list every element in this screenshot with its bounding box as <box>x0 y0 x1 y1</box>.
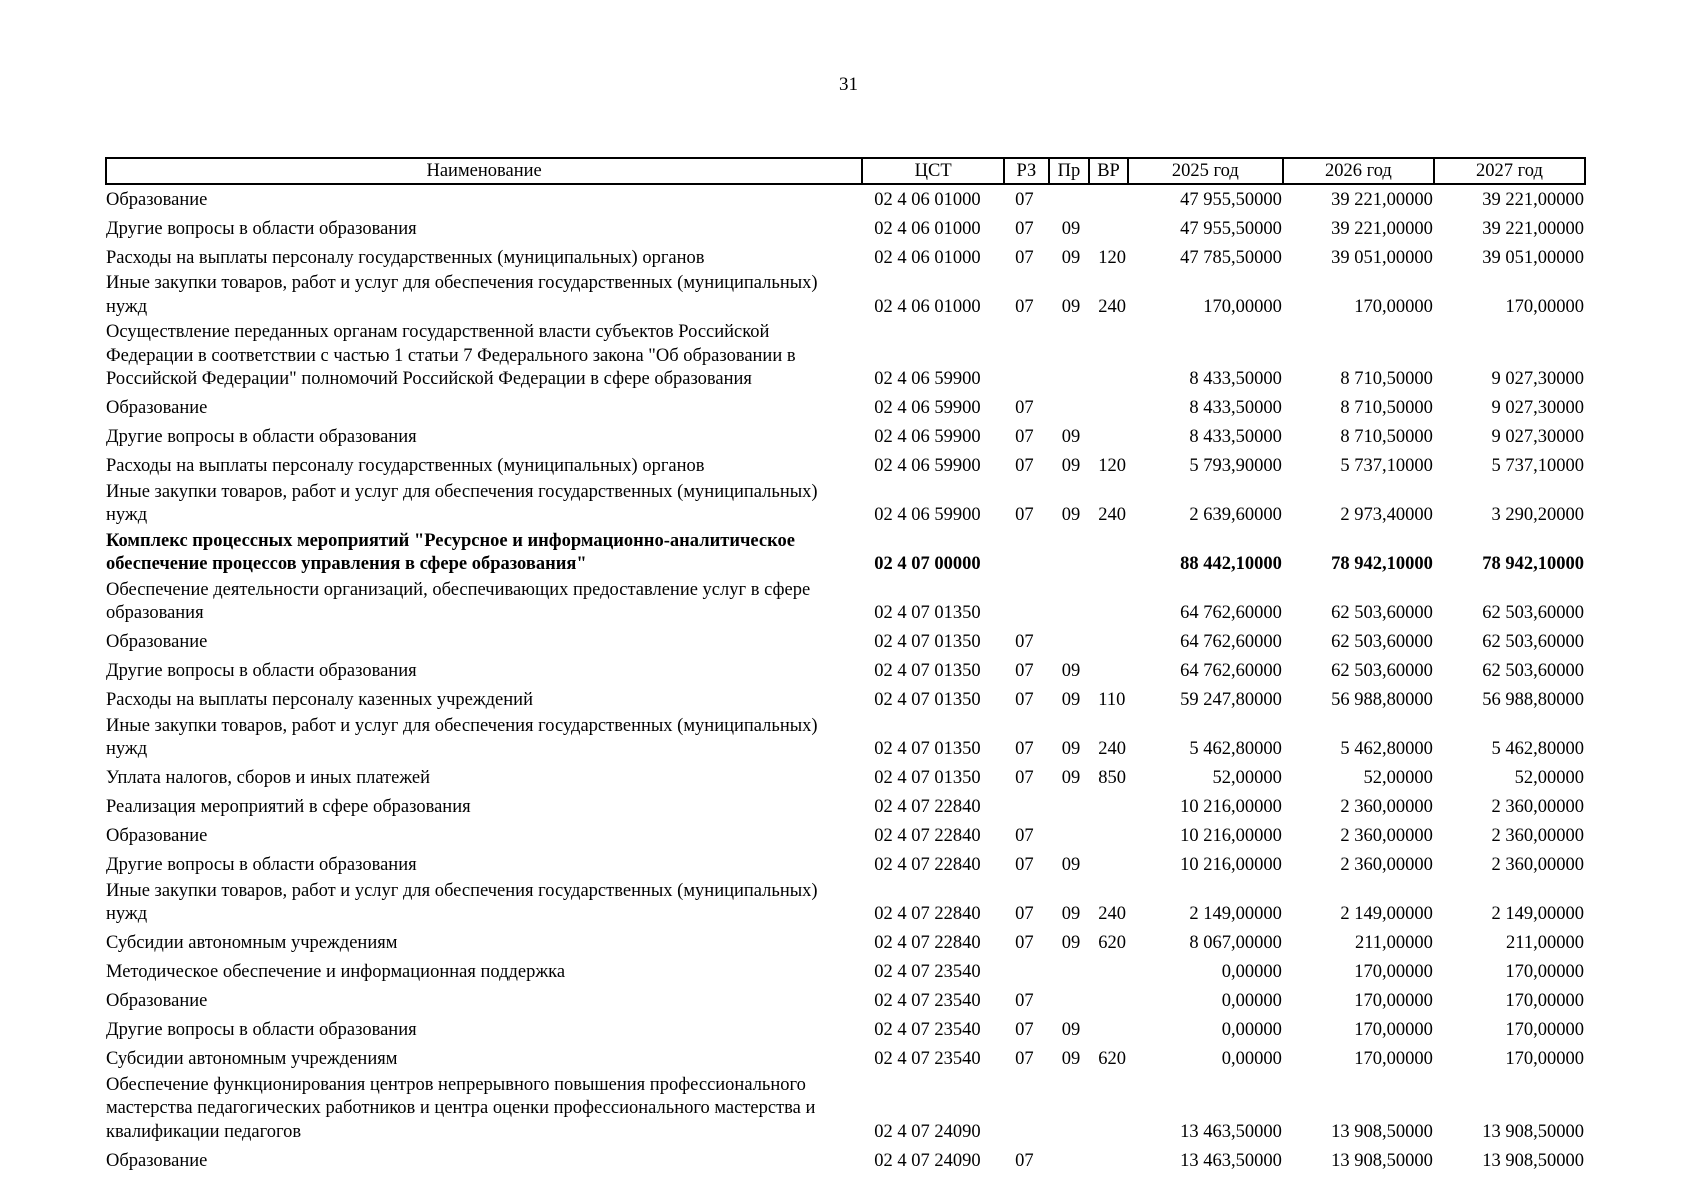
row-cst: 02 4 06 59900 <box>874 505 981 525</box>
row-name: Образование <box>106 1150 208 1171</box>
table-row <box>106 657 1585 686</box>
header-2026: 2026 год <box>1283 158 1434 184</box>
row-cst: 02 4 07 24090 <box>874 1150 981 1171</box>
row-rz: 07 <box>1015 218 1034 239</box>
row-value-2025: 13 463,50000 <box>1180 1121 1282 1142</box>
row-name: Обеспечение функционирования центров непрерывного повышения профессионального мастерства педагогических работников и центра оценки профессионального мастерства и квалификации педагогов <box>106 1074 816 1142</box>
row-cst: 02 4 07 24090 <box>874 1121 981 1142</box>
row-pr <box>1049 822 1090 851</box>
row-value-2025: 8 067,00000 <box>1189 933 1282 953</box>
row-value-2027: 9 027,30000 <box>1491 369 1584 389</box>
row-value-2027: 170,00000 <box>1505 296 1584 317</box>
row-name: Субсидии автономным учреждениям <box>106 933 398 953</box>
row-rz <box>1004 530 1049 579</box>
row-value-2026: 2 360,00000 <box>1340 855 1433 875</box>
row-value-2027: 2 149,00000 <box>1491 904 1584 924</box>
row-vr: 110 <box>1098 690 1126 710</box>
row-cst: 02 4 06 59900 <box>874 456 981 476</box>
table-row <box>106 880 1585 929</box>
table-row <box>106 1146 1585 1175</box>
row-value-2026: 170,00000 <box>1354 991 1433 1011</box>
row-cst: 02 4 07 23540 <box>874 962 981 982</box>
row-vr <box>1089 214 1128 243</box>
row-name: Расходы на выплаты персоналу государственных (муниципальных) органов <box>106 247 705 268</box>
table-row <box>106 929 1585 958</box>
row-value-2026: 39 221,00000 <box>1331 218 1433 239</box>
row-value-2025: 2 639,60000 <box>1189 505 1282 525</box>
row-value-2025: 10 216,00000 <box>1180 826 1282 846</box>
row-vr: 240 <box>1098 505 1127 525</box>
row-name: Образование <box>106 398 208 418</box>
row-value-2027: 62 503,60000 <box>1482 632 1584 652</box>
header-rz: РЗ <box>1004 158 1049 184</box>
row-pr <box>1049 958 1090 987</box>
row-value-2025: 64 762,60000 <box>1180 603 1282 623</box>
row-rz <box>1004 579 1049 628</box>
row-cst: 02 4 07 23540 <box>874 991 981 1011</box>
row-rz: 07 <box>1015 189 1034 210</box>
row-rz: 07 <box>1015 991 1034 1011</box>
row-name: Уплата налогов, сборов и иных платежей <box>106 768 431 788</box>
row-vr <box>1089 822 1128 851</box>
row-rz: 07 <box>1015 855 1034 875</box>
row-pr: 09 <box>1061 1049 1081 1069</box>
row-value-2025: 13 463,50000 <box>1180 1150 1282 1171</box>
table-row <box>106 452 1585 481</box>
row-cst: 02 4 07 01350 <box>874 739 981 759</box>
row-pr: 09 <box>1061 768 1081 788</box>
row-pr <box>1049 987 1090 1016</box>
row-vr: 120 <box>1098 247 1127 268</box>
row-name: Другие вопросы в области образования <box>106 1020 417 1040</box>
row-cst: 02 4 07 00000 <box>874 554 981 574</box>
row-value-2025: 47 955,50000 <box>1180 218 1282 239</box>
row-pr: 09 <box>1061 296 1081 317</box>
row-pr: 09 <box>1061 505 1081 525</box>
row-value-2027: 9 027,30000 <box>1491 398 1584 418</box>
row-value-2027: 62 503,60000 <box>1482 603 1584 623</box>
row-name: Другие вопросы в области образования <box>106 855 417 875</box>
row-vr <box>1089 184 1128 214</box>
row-cst: 02 4 06 01000 <box>874 296 981 317</box>
row-vr <box>1089 628 1128 657</box>
row-rz: 07 <box>1015 505 1034 525</box>
row-value-2027: 39 221,00000 <box>1482 189 1584 210</box>
row-name: Субсидии автономным учреждениям <box>106 1049 398 1069</box>
row-value-2026: 62 503,60000 <box>1331 632 1433 652</box>
row-rz: 07 <box>1015 826 1034 846</box>
row-value-2025: 2 149,00000 <box>1189 904 1282 924</box>
table-row <box>106 184 1585 214</box>
table-row <box>106 958 1585 987</box>
row-name: Осуществление переданных органам государственной власти субъектов Российской Федерации в соответствии с частью 1 статьи 7 Федерального закона "Об образовании в Российской Федерации" полномочий Российской Федерации в сфере образования <box>106 322 796 389</box>
row-pr <box>1049 394 1090 423</box>
row-value-2025: 8 433,50000 <box>1189 427 1282 447</box>
row-value-2026: 8 710,50000 <box>1340 398 1433 418</box>
row-value-2025: 8 433,50000 <box>1189 398 1282 418</box>
row-value-2025: 88 442,10000 <box>1180 554 1282 574</box>
row-pr <box>1049 793 1090 822</box>
row-name: Другие вопросы в области образования <box>106 427 417 447</box>
row-value-2026: 211,00000 <box>1354 933 1433 953</box>
row-name: Расходы на выплаты персоналу государственных (муниципальных) органов <box>106 456 705 476</box>
row-vr: 120 <box>1098 456 1127 476</box>
row-cst: 02 4 07 01350 <box>874 690 981 710</box>
header-2025: 2025 год <box>1128 158 1283 184</box>
row-rz: 07 <box>1015 1020 1034 1040</box>
row-value-2027: 13 908,50000 <box>1482 1150 1584 1171</box>
row-cst: 02 4 07 23540 <box>874 1020 981 1040</box>
row-rz: 07 <box>1015 1150 1034 1171</box>
row-value-2027: 9 027,30000 <box>1491 427 1584 447</box>
row-value-2027: 62 503,60000 <box>1482 661 1584 681</box>
row-value-2026: 56 988,80000 <box>1331 690 1433 710</box>
row-value-2025: 52,00000 <box>1212 768 1282 788</box>
row-name: Иные закупки товаров, работ и услуг для обеспечения государственных (муниципальных) нужд <box>106 880 818 924</box>
row-pr: 09 <box>1061 427 1081 447</box>
row-value-2025: 0,00000 <box>1221 1020 1282 1040</box>
table-row <box>106 628 1585 657</box>
row-rz <box>1004 958 1049 987</box>
row-vr <box>1089 987 1128 1016</box>
budget-table <box>105 157 1586 1175</box>
row-vr: 240 <box>1098 739 1127 759</box>
row-pr: 09 <box>1061 690 1081 710</box>
row-value-2025: 64 762,60000 <box>1180 661 1282 681</box>
row-value-2026: 170,00000 <box>1354 962 1433 982</box>
row-vr <box>1089 423 1128 452</box>
row-value-2027: 13 908,50000 <box>1482 1121 1584 1142</box>
row-value-2025: 47 785,50000 <box>1180 247 1282 268</box>
row-pr: 09 <box>1061 661 1081 681</box>
row-rz <box>1004 321 1049 394</box>
row-cst: 02 4 07 22840 <box>874 855 981 875</box>
row-pr: 09 <box>1061 933 1081 953</box>
row-value-2026: 5 462,80000 <box>1340 739 1433 759</box>
table-row <box>106 243 1585 272</box>
table-row <box>106 1045 1585 1074</box>
row-vr: 240 <box>1098 904 1127 924</box>
row-value-2025: 0,00000 <box>1221 1049 1282 1069</box>
row-rz: 07 <box>1015 296 1034 317</box>
table-row <box>106 686 1585 715</box>
row-pr: 09 <box>1061 456 1081 476</box>
row-value-2027: 170,00000 <box>1505 1020 1584 1040</box>
row-value-2027: 39 051,00000 <box>1482 247 1584 268</box>
row-name: Другие вопросы в области образования <box>106 661 417 681</box>
row-value-2026: 8 710,50000 <box>1340 427 1433 447</box>
row-name: Образование <box>106 189 208 210</box>
table-row <box>106 1074 1585 1147</box>
row-value-2026: 78 942,10000 <box>1331 554 1433 574</box>
row-value-2025: 5 462,80000 <box>1189 739 1282 759</box>
row-value-2025: 8 433,50000 <box>1189 369 1282 389</box>
row-value-2027: 170,00000 <box>1505 1049 1584 1069</box>
table-body <box>106 184 1585 1175</box>
table-row <box>106 481 1585 530</box>
row-rz: 07 <box>1015 904 1034 924</box>
table-row <box>106 394 1585 423</box>
row-value-2026: 62 503,60000 <box>1331 603 1433 623</box>
row-rz <box>1004 793 1049 822</box>
row-rz: 07 <box>1015 661 1034 681</box>
row-value-2026: 13 908,50000 <box>1331 1121 1433 1142</box>
row-rz: 07 <box>1015 427 1034 447</box>
row-cst: 02 4 07 22840 <box>874 826 981 846</box>
table-row <box>106 530 1585 579</box>
row-value-2027: 56 988,80000 <box>1482 690 1584 710</box>
table-row <box>106 851 1585 880</box>
row-value-2026: 13 908,50000 <box>1331 1150 1433 1171</box>
row-value-2025: 10 216,00000 <box>1180 797 1282 817</box>
row-cst: 02 4 07 01350 <box>874 768 981 788</box>
row-cst: 02 4 06 01000 <box>874 218 981 239</box>
row-name: Расходы на выплаты персоналу казенных учреждений <box>106 690 533 710</box>
row-value-2027: 5 737,10000 <box>1491 456 1584 476</box>
row-rz: 07 <box>1015 768 1034 788</box>
row-vr <box>1089 394 1128 423</box>
row-pr <box>1049 628 1090 657</box>
row-value-2027: 2 360,00000 <box>1491 855 1584 875</box>
row-name: Иные закупки товаров, работ и услуг для обеспечения государственных (муниципальных) нужд <box>106 481 818 525</box>
row-name: Реализация мероприятий в сфере образования <box>106 797 471 817</box>
row-vr <box>1089 1146 1128 1175</box>
row-vr <box>1089 321 1128 394</box>
row-name: Комплекс процессных мероприятий "Ресурсное и информационно-аналитическое обеспечение процессов управления в сфере образования" <box>106 530 795 574</box>
row-value-2026: 39 051,00000 <box>1331 247 1433 268</box>
row-value-2025: 10 216,00000 <box>1180 855 1282 875</box>
row-cst: 02 4 06 59900 <box>874 427 981 447</box>
row-pr: 09 <box>1061 855 1081 875</box>
row-pr: 09 <box>1061 739 1081 759</box>
row-vr: 620 <box>1098 933 1127 953</box>
table-row <box>106 1016 1585 1045</box>
row-rz: 07 <box>1015 398 1034 418</box>
row-cst: 02 4 07 01350 <box>874 632 981 652</box>
row-pr <box>1049 184 1090 214</box>
row-value-2027: 211,00000 <box>1506 933 1584 953</box>
row-pr <box>1049 1074 1090 1147</box>
row-value-2027: 170,00000 <box>1505 962 1584 982</box>
row-rz: 07 <box>1015 739 1034 759</box>
row-pr <box>1049 321 1090 394</box>
row-value-2027: 78 942,10000 <box>1482 554 1584 574</box>
row-value-2026: 2 360,00000 <box>1340 797 1433 817</box>
row-cst: 02 4 07 22840 <box>874 904 981 924</box>
row-cst: 02 4 06 59900 <box>874 398 981 418</box>
row-value-2027: 3 290,20000 <box>1491 505 1584 525</box>
table-row <box>106 272 1585 321</box>
table-row <box>106 987 1585 1016</box>
row-cst: 02 4 07 23540 <box>874 1049 981 1069</box>
row-rz: 07 <box>1015 632 1034 652</box>
row-name: Обеспечение деятельности организаций, обеспечивающих предоставление услуг в сфере образования <box>106 579 811 623</box>
table-row <box>106 214 1585 243</box>
row-cst: 02 4 06 01000 <box>874 247 981 268</box>
row-vr <box>1089 1016 1128 1045</box>
row-value-2026: 170,00000 <box>1354 1020 1433 1040</box>
row-vr: 240 <box>1098 296 1127 317</box>
header-vr: ВР <box>1089 158 1128 184</box>
row-value-2025: 0,00000 <box>1221 991 1282 1011</box>
row-name: Образование <box>106 826 208 846</box>
row-value-2026: 52,00000 <box>1363 768 1433 788</box>
row-value-2027: 39 221,00000 <box>1482 218 1584 239</box>
row-value-2026: 170,00000 <box>1354 296 1433 317</box>
row-value-2027: 52,00000 <box>1514 768 1584 788</box>
row-rz: 07 <box>1015 933 1034 953</box>
row-value-2027: 2 360,00000 <box>1491 826 1584 846</box>
row-value-2025: 0,00000 <box>1221 962 1282 982</box>
row-rz: 07 <box>1015 1049 1034 1069</box>
table-header-row <box>106 158 1585 184</box>
row-pr: 09 <box>1061 247 1081 268</box>
row-value-2026: 2 149,00000 <box>1340 904 1433 924</box>
row-cst: 02 4 07 22840 <box>874 933 981 953</box>
row-name: Образование <box>106 632 208 652</box>
row-rz: 07 <box>1015 247 1034 268</box>
row-value-2027: 5 462,80000 <box>1491 739 1584 759</box>
header-2027: 2027 год <box>1434 158 1585 184</box>
row-vr <box>1089 958 1128 987</box>
row-cst: 02 4 07 01350 <box>874 603 981 623</box>
row-value-2026: 8 710,50000 <box>1340 369 1433 389</box>
table-row <box>106 822 1585 851</box>
table-row <box>106 793 1585 822</box>
row-name: Методическое обеспечение и информационная поддержка <box>106 962 566 982</box>
row-value-2026: 62 503,60000 <box>1331 661 1433 681</box>
header-pr: Пр <box>1049 158 1090 184</box>
row-name: Другие вопросы в области образования <box>106 218 417 239</box>
row-pr: 09 <box>1061 1020 1081 1040</box>
row-rz: 07 <box>1015 690 1034 710</box>
row-vr <box>1089 530 1128 579</box>
row-cst: 02 4 07 22840 <box>874 797 981 817</box>
row-pr <box>1049 1146 1090 1175</box>
row-vr <box>1089 793 1128 822</box>
table-row <box>106 579 1585 628</box>
table-row <box>106 715 1585 764</box>
row-value-2025: 64 762,60000 <box>1180 632 1282 652</box>
row-name: Образование <box>106 991 208 1011</box>
row-rz: 07 <box>1015 456 1034 476</box>
row-value-2026: 2 973,40000 <box>1340 505 1433 525</box>
row-vr <box>1089 1074 1128 1147</box>
row-pr <box>1049 530 1090 579</box>
table-row <box>106 321 1585 394</box>
header-name: Наименование <box>106 158 862 184</box>
table-row <box>106 423 1585 452</box>
row-vr <box>1089 657 1128 686</box>
row-value-2026: 170,00000 <box>1354 1049 1433 1069</box>
row-name: Иные закупки товаров, работ и услуг для обеспечения государственных (муниципальных) нужд <box>106 273 818 317</box>
row-pr: 09 <box>1061 218 1081 239</box>
row-pr: 09 <box>1061 904 1081 924</box>
row-cst: 02 4 06 59900 <box>874 369 981 389</box>
row-vr <box>1089 851 1128 880</box>
row-pr <box>1049 579 1090 628</box>
row-name: Иные закупки товаров, работ и услуг для обеспечения государственных (муниципальных) нужд <box>106 715 818 759</box>
table-row <box>106 764 1585 793</box>
row-vr: 620 <box>1098 1049 1127 1069</box>
row-value-2027: 2 360,00000 <box>1491 797 1584 817</box>
row-rz <box>1004 1074 1049 1147</box>
row-vr <box>1089 579 1128 628</box>
row-value-2027: 170,00000 <box>1505 991 1584 1011</box>
row-value-2025: 59 247,80000 <box>1180 690 1282 710</box>
page-number: 31 <box>839 74 858 95</box>
row-value-2026: 39 221,00000 <box>1331 189 1433 210</box>
row-value-2025: 5 793,90000 <box>1189 456 1282 476</box>
row-value-2025: 47 955,50000 <box>1180 189 1282 210</box>
header-cst: ЦСТ <box>862 158 1004 184</box>
row-value-2026: 5 737,10000 <box>1340 456 1433 476</box>
row-cst: 02 4 07 01350 <box>874 661 981 681</box>
row-cst: 02 4 06 01000 <box>874 189 981 210</box>
row-value-2025: 170,00000 <box>1203 296 1282 317</box>
row-vr: 850 <box>1098 768 1127 788</box>
row-value-2026: 2 360,00000 <box>1340 826 1433 846</box>
